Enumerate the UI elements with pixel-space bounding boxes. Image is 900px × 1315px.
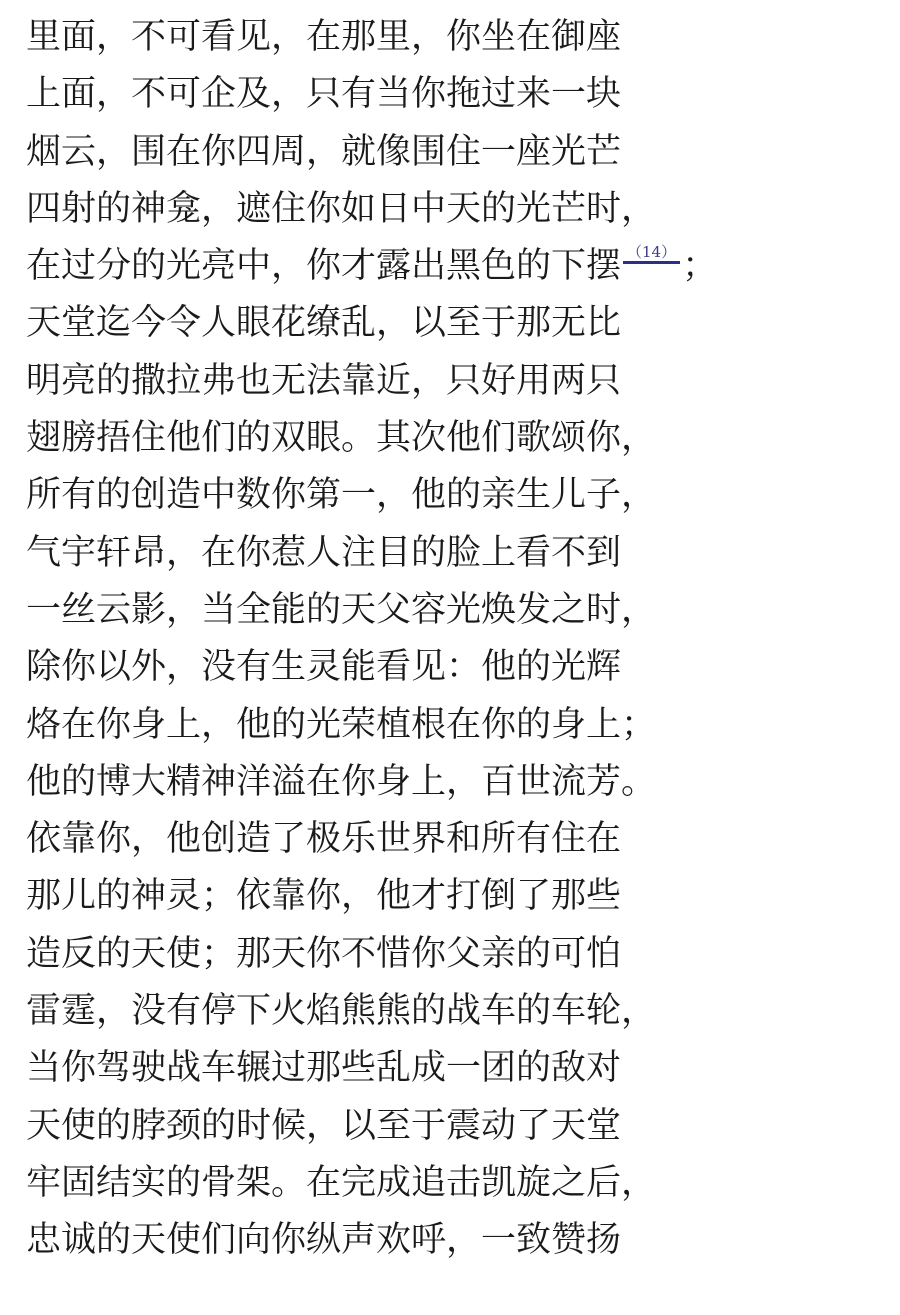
text-line: 雷霆，没有停下火焰熊熊的战车的车轮， — [26, 991, 657, 1032]
text-line: 所有的创造中数你第一，他的亲生儿子， — [26, 475, 657, 516]
text-line: 天使的脖颈的时候，以至于震动了天堂 — [26, 1105, 622, 1146]
text-line: 那儿的神灵；依靠你，他才打倒了那些 — [26, 876, 622, 917]
text-line: 明亮的撒拉弗也无法靠近，只好用两只 — [26, 360, 622, 401]
text-line: 烙在你身上，他的光荣植根在你的身上； — [26, 704, 657, 745]
text-line: 忠诚的天使们向你纵声欢呼，一致赞扬 — [26, 1220, 622, 1261]
text-body — [26, 9, 718, 1270]
text-line: 翅膀捂住他们的双眼。其次他们歌颂你， — [26, 418, 657, 459]
text-line: 四射的神龛，遮住你如日中天的光芒时， — [26, 188, 657, 229]
text-line-with-footnote — [26, 238, 718, 295]
footnote-link[interactable] — [623, 238, 680, 295]
footnote-underline — [623, 261, 680, 264]
text-line: 烟云，围在你四周，就像围住一座光芒 — [26, 131, 622, 172]
text-line: 造反的天使；那天你不惜你父亲的可怕 — [26, 933, 622, 974]
text-line: 气宇轩昂，在你惹人注目的脸上看不到 — [26, 532, 622, 573]
text-line: 一丝云影，当全能的天父容光焕发之时， — [26, 589, 657, 630]
text-line: 他的博大精神洋溢在你身上，百世流芳。 — [26, 761, 657, 802]
text-line: 当你驾驶战车辗过那些乱成一团的敌对 — [26, 1048, 622, 1089]
text-line: 上面，不可企及，只有当你拖过来一块 — [26, 74, 622, 115]
footnote-trailing-punctuation: ； — [682, 246, 718, 287]
text-line-content: 在过分的光亮中，你才露出黑色的下摆 — [26, 246, 622, 287]
text-line: 除你以外，没有生灵能看见：他的光辉 — [26, 647, 622, 688]
text-line: 牢固结实的骨架。在完成追击凯旋之后， — [26, 1162, 657, 1203]
text-line: 里面，不可看见，在那里，你坐在御座 — [26, 17, 622, 57]
text-line: 天堂迄今令人眼花缭乱，以至于那无比 — [26, 303, 622, 344]
text-line: 依靠你，他创造了极乐世界和所有住在 — [26, 819, 622, 860]
footnote-number: （14） — [627, 243, 677, 262]
